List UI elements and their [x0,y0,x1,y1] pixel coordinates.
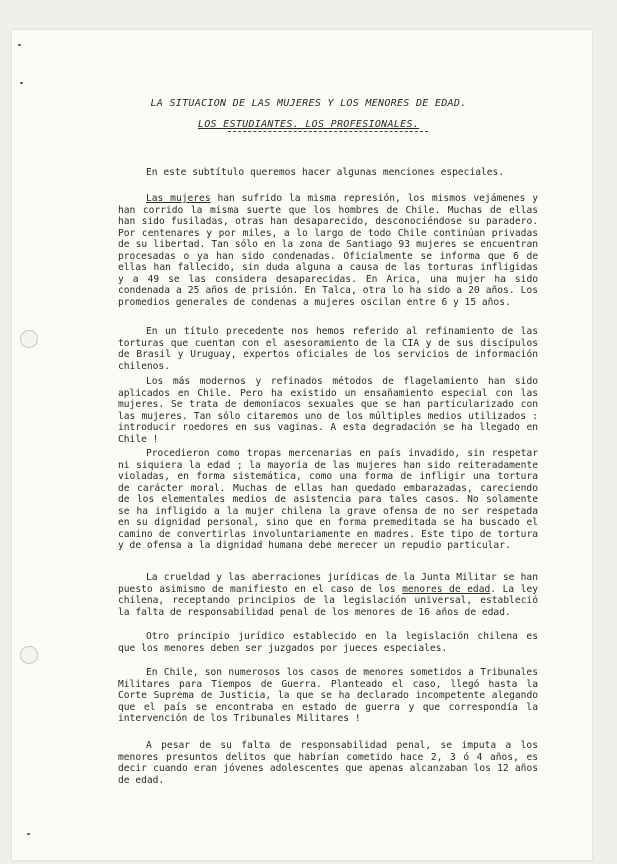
document-title-line1: LA SITUACION DE LAS MUJERES Y LOS MENORES DE EDAD. [150,98,467,109]
paragraph-mercenary [118,448,538,552]
title-separator [228,131,428,132]
military-tribunals-text: En Chile, son numerosos los casos de menores sometidos a Tribunales Militares para Tiempos de Guerra. Planteado el caso, llegó hasta la Corte Suprema de Justicia, la que se ha declarado incompetente alegando que el país se encontraba en estado de guerra y que correspondía la intervención de los Tribunales Militares ! [118,667,538,724]
flagellation-text: Los más modernos y refinados métodos de flagelamiento han sido aplicados en Chile. Pero ha existido un ensañamiento especial con las mujeres. Se trata de demoníacos sexuales que se han particularizado con las mujeres. Tan sólo citaremos uno de los múltiples medios utilizados : introducir roedores en sus vaginas. A esta degradación se ha llegado en Chile ! [118,376,538,445]
document-page [12,30,592,860]
paragraph-minors [118,572,538,618]
minors-text-b: . La ley chilena, receptando principios de la legislación universal, estableció la falta de responsabilidad penal de los menores de 16 años de edad. [118,583,538,618]
paragraph-military-tribunals [118,667,538,725]
document-title-line2 [0,119,617,130]
women-text: han sufrido la misma represión, los mismos vejámenes y han corrido la misma suerte que los hombres de Chile. Muchas de ellas han sido fusiladas, otras han desaparecido, desconociéndose su paradero. Por centenares y por miles, a lo largo de todo Chile continúan privadas de su libertad. Tan sólo en la zona de Santiago 93 mujeres se encuentran procesadas o ya han sido condenadas. Oficialmente se informa que 6 de ellas han fallecido, sin duda alguna a causa de las torturas infligidas y a 49 se las considera desaparecidas. En Arica, una mujer ha sido condenada a 25 años de prisión. En Talca, otra lo ha sido a 20 años. Los promedios generales de condenas a mujeres oscilan entre 6 y 15 años. [118,193,538,308]
minors-lead: menores de edad [402,583,491,595]
special-judges-text: Otro principio jurídico establecido en la legislación chilena es que los menores deben ser juzgados por jueces especiales. [118,631,538,654]
penal-responsibility-text: A pesar de su falta de responsabilidad penal, se imputa a los menores presuntos delitos que habrían cometido hace 2, 3 ó 4 años, es decir cuando eran jóvenes adolescentes que apenas alcanzaban los 12 años de edad. [118,740,538,786]
intro-text: En este subtítulo queremos hacer algunas menciones especiales. [146,167,505,178]
scan-speck [18,44,21,46]
paragraph-intro [118,167,538,179]
paragraph-torture-refinement [118,326,538,372]
paragraph-women [118,193,538,308]
paragraph-flagellation [118,376,538,445]
paragraph-special-judges [118,631,538,654]
scan-speck [20,82,23,84]
scan-speck [27,833,30,835]
women-lead: Las mujeres [146,193,211,204]
mercenary-text: Procedieron como tropas mercenarias en país invadido, sin respetar ni siquiera la edad ; la mayoría de las mujeres han sido reiteradamente violadas, en forma sistemática, como una forma de infligir una tortura de carácter moral. Muchas de ellas han quedado embarazadas, careciendo de los elementales medios de asistencia para tales casos. No solamente se ha infligido a la mujer chilena la grave ofensa de no ser respetada en su dignidad personal, sino que en forma premeditada se ha buscado el camino de convertirlas involuntariamente en madres. Este tipo de tortura y de ofensa a la dignidad humana debe merecer un repudio particular. [118,448,538,551]
torture-refinement-text: En un título precedente nos hemos referido al refinamiento de las torturas que cuentan con el asesoramiento de la CIA y de sus discípulos de Brasil y Uruguay, expertos oficiales de los servicios de información chilenos. [118,326,538,372]
punch-hole-top [20,330,38,348]
title-line2-text: LOS ESTUDIANTES. LOS PROFESIONALES. [197,119,420,130]
punch-hole-bottom [20,646,38,664]
minors-text-a: La crueldad y las aberraciones jurídicas de la Junta Militar se han puesto asimismo de manifiesto en el caso de los [118,572,538,595]
paragraph-penal-responsibility [118,740,538,786]
